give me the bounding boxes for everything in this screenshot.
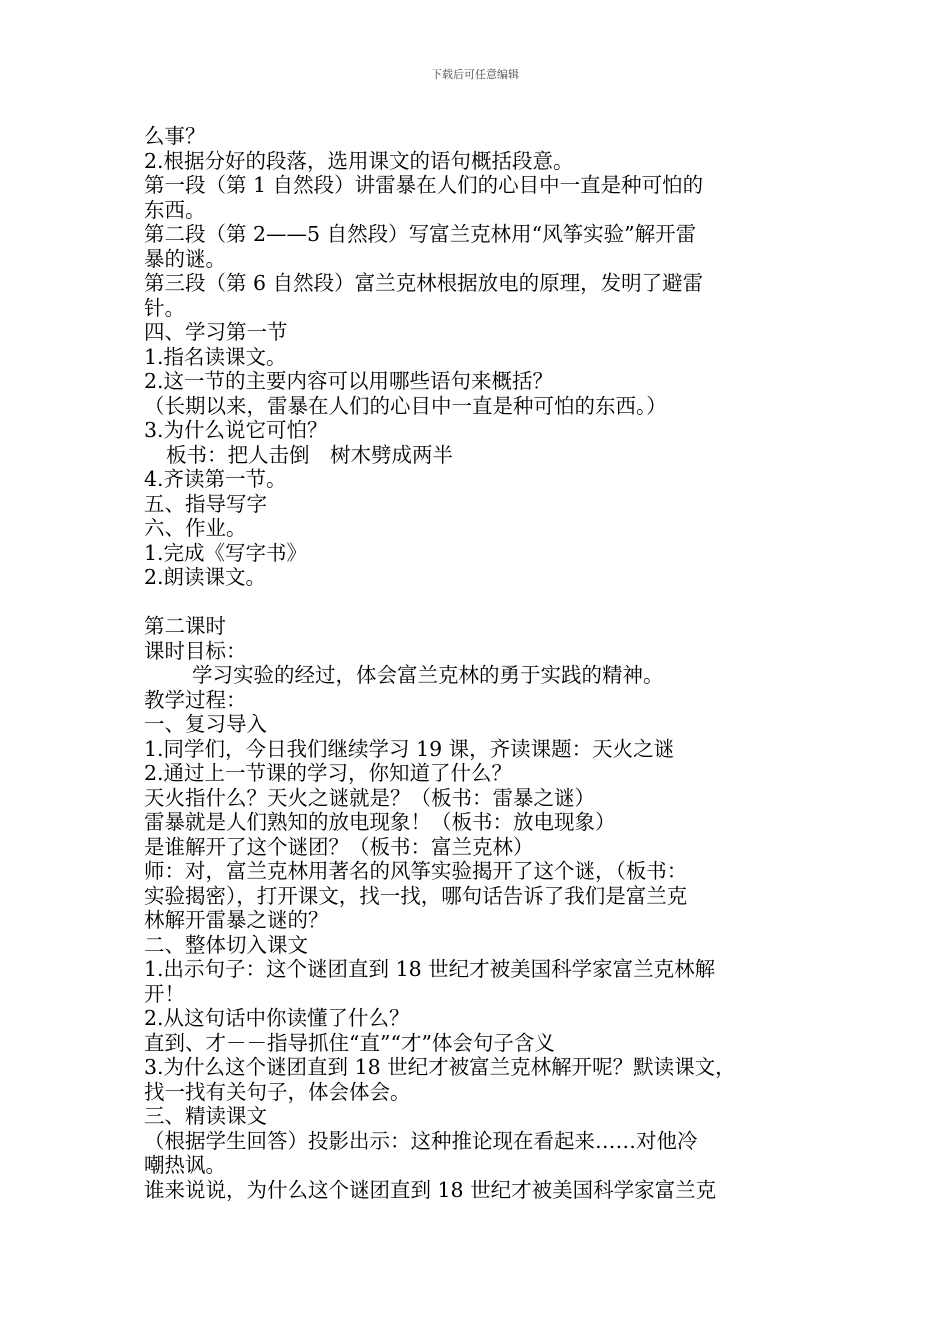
- section-heading: 一、复习导入: [144, 712, 267, 736]
- text-line: 是谁解开了这个谜团？（板书：富兰克林）: [144, 834, 534, 859]
- section-heading: 二、整体切入课文: [144, 932, 308, 957]
- text-line: 3.为什么这个谜团直到 18 世纪才被富兰克林解开呢？默读课文，: [144, 1055, 736, 1079]
- text-line: 2.从这句话中你读懂了什么？: [144, 1006, 410, 1030]
- text-line: 暴的谜。: [144, 246, 226, 271]
- board-note: 板书：把人击倒 树木劈成两半: [166, 442, 453, 467]
- text-line: 么事？: [144, 124, 206, 148]
- lesson-title: 第二课时: [144, 614, 226, 638]
- text-line: 实验揭密），打开课文，找一找，哪句话告诉了我们是富兰克: [144, 883, 688, 908]
- text-line: 4.齐读第一节。: [144, 467, 287, 491]
- text-line: 1.出示句子：这个谜团直到 18 世纪才被美国科学家富兰克林解: [144, 957, 716, 981]
- text-line: 东西。: [144, 197, 206, 222]
- text-line: 2.通过上一节课的学习，你知道了什么？: [144, 761, 513, 785]
- text-line: 林解开雷暴之谜的？: [144, 908, 329, 932]
- text-line: 1.同学们，今日我们继续学习 19 课，齐读课题：天火之谜: [144, 736, 675, 761]
- text-line: 1.指名读课文。: [144, 344, 287, 369]
- text-line: 第三段（第 6 自然段）富兰克林根据放电的原理，发明了避雷: [144, 271, 704, 295]
- section-heading: 四、学习第一节: [144, 320, 288, 344]
- text-line: 2.这一节的主要内容可以用哪些语句来概括？: [144, 369, 554, 393]
- text-line: 3.为什么说它可怕？: [144, 418, 328, 442]
- section-heading: 三、精读课文: [144, 1104, 267, 1128]
- text-line: 师：对，富兰克林用著名的风筝实验揭开了这个谜，（板书：: [144, 859, 688, 883]
- text-line: 2.根据分好的段落，选用课文的语句概括段意。: [144, 148, 574, 173]
- page-header: 下载后可任意编辑: [431, 68, 519, 81]
- text-line: 开！: [144, 981, 185, 1006]
- text-line: 直到、才－－指导抓住“直”“才”体会句子含义: [144, 1030, 555, 1055]
- text-line: 第一段（第 1 自然段）讲雷暴在人们的心目中一直是种可怕的: [144, 173, 704, 197]
- text-line: 1.完成《写字书》: [144, 540, 308, 565]
- text-line: （根据学生回答）投影出示：这种推论现在看起来……对他冷: [144, 1128, 698, 1153]
- text-line: 教学过程：: [144, 687, 247, 712]
- text-line: 课时目标：: [144, 638, 247, 663]
- text-line: 针。: [144, 295, 185, 320]
- text-line: 嘲热讽。: [144, 1153, 226, 1177]
- blank-line: [144, 590, 824, 615]
- lesson-goal: 学习实验的经过，体会富兰克林的勇于实践的精神。: [192, 663, 664, 687]
- section-heading: 六、作业。: [144, 516, 247, 540]
- text-line: 2.朗读课文。: [144, 565, 267, 589]
- text-line: 天火指什么？天火之谜就是？（板书：雷暴之谜）: [144, 785, 595, 810]
- text-line: 第二段（第 2——5 自然段）写富兰克林用“风筝实验”解开雷: [144, 222, 697, 246]
- section-heading: 五、指导写字: [144, 491, 267, 516]
- document-body: [144, 124, 824, 1202]
- text-line: （长期以来，雷暴在人们的心目中一直是种可怕的东西。）: [144, 393, 667, 418]
- text-line: 谁来说说，为什么这个谜团直到 18 世纪才被美国科学家富兰克: [144, 1177, 717, 1202]
- text-line: 找一找有关句子，体会体会。: [144, 1079, 411, 1104]
- text-line: 雷暴就是人们熟知的放电现象！（板书：放电现象）: [144, 810, 616, 834]
